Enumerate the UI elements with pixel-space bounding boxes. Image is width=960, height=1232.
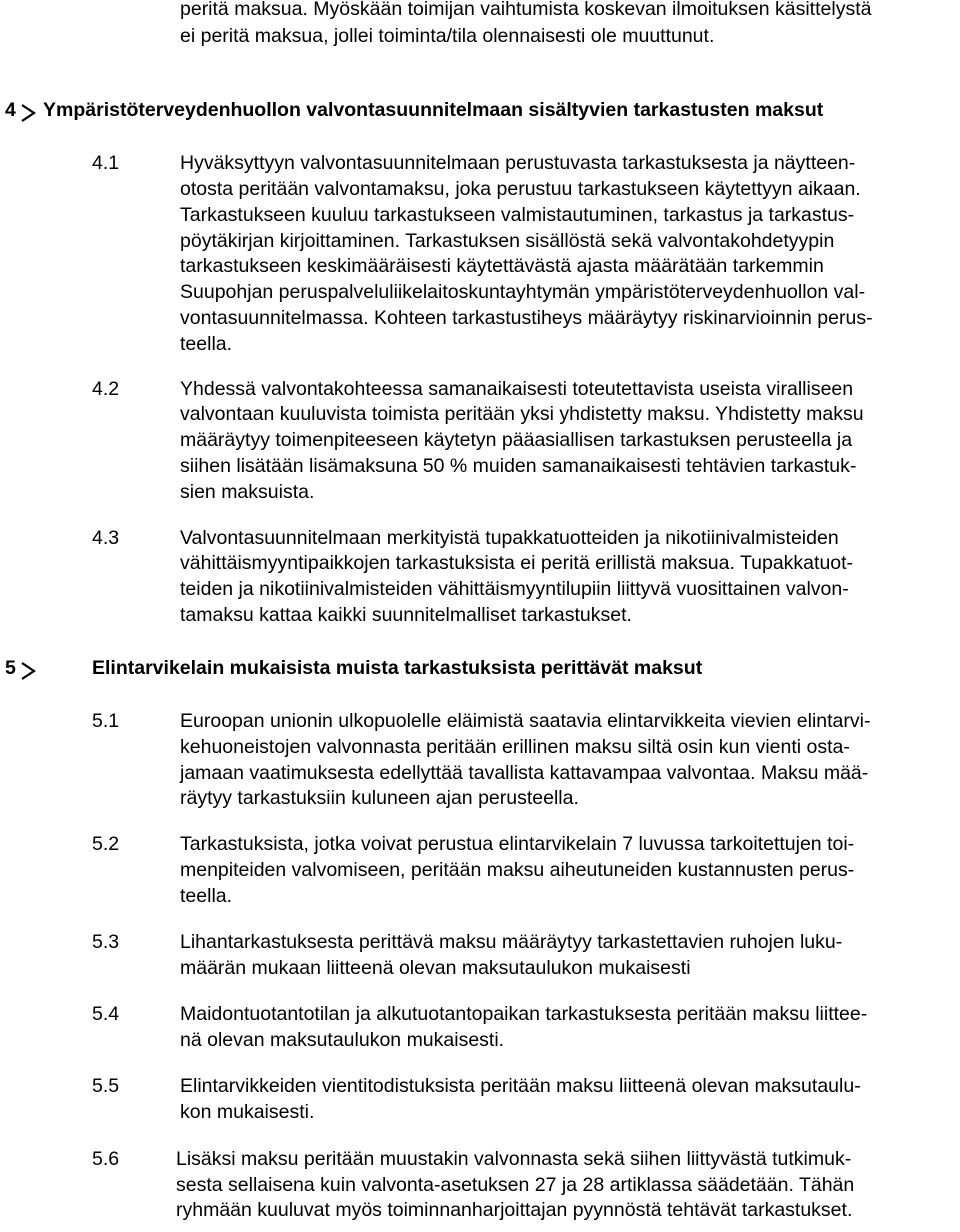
item-line: Valvontasuunnitelmaan merkityistä tupakkatuotteiden ja nikotiinivalmisteiden bbox=[180, 527, 839, 549]
item-line: valvontaan kuuluvista toimista peritään yksi yhdistetty maksu. Yhdistetty maksu bbox=[180, 403, 864, 425]
item-line: kehuoneistojen valvonnasta peritään erillinen maksu siltä osin kun vienti osta- bbox=[180, 736, 850, 758]
item-line: Hyväksyttyyn valvontasuunnitelmaan perustuvasta tarkastuksesta ja näytteen- bbox=[180, 152, 856, 174]
item-line: vähittäismyyntipaikkojen tarkastuksista ei peritä erillistä maksua. Tupakkatuot- bbox=[180, 552, 854, 574]
item-line: Suupohjan peruspalveluliikelaitoskuntayhtymän ympäristöterveydenhuollon val- bbox=[180, 281, 866, 303]
item-line: Yhdessä valvontakohteessa samanaikaisesti toteutettavista useista viralliseen bbox=[180, 378, 854, 400]
item-number: 5.1 bbox=[92, 710, 120, 732]
item-line: pöytäkirjan kirjoittaminen. Tarkastuksen sisällöstä sekä valvontakohdetyypin bbox=[180, 230, 835, 252]
item-number: 4.1 bbox=[92, 152, 120, 174]
item-line: Tarkastukseen kuuluu tarkastukseen valmistautuminen, tarkastus ja tarkastus- bbox=[180, 204, 855, 226]
item-line: räytyy tarkastuksiin kuluneen ajan perusteella. bbox=[180, 787, 579, 809]
item-number: 5.6 bbox=[92, 1148, 120, 1170]
item-number: 5.5 bbox=[92, 1075, 120, 1097]
section-title: Ympäristöterveydenhuollon valvontasuunnitelmaan sisältyvien tarkastusten maksut bbox=[43, 99, 824, 121]
section-number: 4 bbox=[5, 99, 16, 121]
item-line: Euroopan unionin ulkopuolelle eläimistä saatavia elintarvikkeita vievien elintarvi- bbox=[180, 710, 871, 732]
item-line: määrän mukaan liitteenä olevan maksutaulukon mukaisesti bbox=[180, 957, 691, 979]
item-line: teiden ja nikotiinivalmisteiden vähittäismyyntilupiin liittyvä vuosittainen valvon- bbox=[180, 578, 849, 600]
item-line: kon mukaisesti. bbox=[180, 1101, 315, 1123]
item-line: otosta peritään valvontamaksu, joka perustuu tarkastukseen käytettyyn aikaan. bbox=[180, 178, 861, 200]
intro-line: peritä maksua. Myöskään toimijan vaihtumista koskevan ilmoituksen käsittelystä bbox=[180, 0, 872, 20]
item-line: Lihantarkastuksesta perittävä maksu määräytyy tarkastettavien ruhojen luku- bbox=[180, 931, 843, 953]
item-number: 5.4 bbox=[92, 1003, 120, 1025]
item-line: teella. bbox=[180, 885, 233, 907]
item-line: teella. bbox=[180, 333, 233, 355]
item-number: 5.2 bbox=[92, 833, 120, 855]
item-number: 4.3 bbox=[92, 527, 120, 549]
item-line: tamaksu kattaa kaikki suunnitelmalliset tarkastukset. bbox=[180, 604, 632, 626]
section-pilcrow-icon bbox=[20, 662, 38, 680]
item-line: sien maksuista. bbox=[180, 481, 315, 503]
item-line: nä olevan maksutaulukon mukaisesti. bbox=[180, 1029, 505, 1051]
item-number: 4.2 bbox=[92, 378, 120, 400]
item-line: Maidontuotantotilan ja alkutuotantopaikan tarkastuksesta peritään maksu liittee- bbox=[180, 1003, 868, 1025]
item-line: vontasuunnitelmassa. Kohteen tarkastustiheys määräytyy riskinarvioinnin perus- bbox=[180, 307, 873, 329]
item-line: Elintarvikkeiden vientitodistuksista peritään maksu liitteenä olevan maksutaulu- bbox=[180, 1075, 861, 1097]
intro-line: ei peritä maksua, jollei toiminta/tila olennaisesti ole muuttunut. bbox=[180, 25, 715, 47]
section-number: 5 bbox=[5, 657, 16, 679]
section-pilcrow-icon bbox=[20, 104, 38, 122]
item-number: 5.3 bbox=[92, 931, 120, 953]
section-title: Elintarvikelain mukaisista muista tarkastuksista perittävät maksut bbox=[92, 657, 703, 679]
item-line: siihen lisätään lisämaksuna 50 % muiden samanaikaisesti tehtävien tarkastuk- bbox=[180, 455, 857, 477]
item-line: jamaan vaatimuksesta edellyttää tavallista kattavampaa valvontaa. Maksu mää- bbox=[180, 762, 869, 784]
item-line: määräytyy toimenpiteeseen käytetyn pääasiallisen tarkastuksen perusteella ja bbox=[180, 429, 853, 451]
item-line: Lisäksi maksu peritään muustakin valvonnasta sekä siihen liittyvästä tutkimuk- bbox=[176, 1148, 852, 1170]
item-line: ryhmään kuuluvat myös toiminnanharjoittajan pyynnöstä tehtävät tarkastukset. bbox=[176, 1199, 853, 1221]
item-line: Tarkastuksista, jotka voivat perustua elintarvikelain 7 luvussa tarkoitettujen toi- bbox=[180, 833, 855, 855]
item-line: tarkastukseen keskimääräisesti käytettävästä ajasta määrätään tarkemmin bbox=[180, 255, 824, 277]
item-line: sesta sellaisena kuin valvonta-asetuksen 27 ja 28 artiklassa säädetään. Tähän bbox=[176, 1174, 855, 1196]
item-line: menpiteiden valvomiseen, peritään maksu aiheutuneiden kustannusten perus- bbox=[180, 859, 855, 881]
